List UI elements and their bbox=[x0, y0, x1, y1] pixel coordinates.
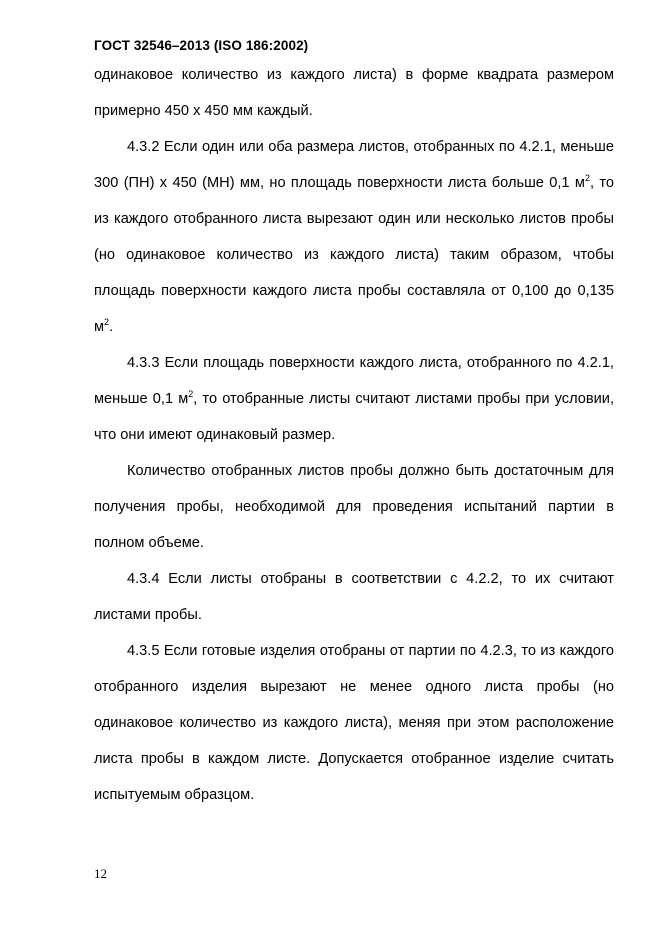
paragraph-4-3-5: 4.3.5 Если готовые изделия отобраны от партии по 4.2.3, то из каждого отобранного изделия вырезают не менее одного листа пробы (но одинаковое количество из каждого листа), меняя при этом расположение листа пробы в каждом листе. Допускается отобранное изделие считать испытуемым образцом. bbox=[94, 643, 614, 803]
document-header: ГОСТ 32546–2013 (ISO 186:2002) bbox=[94, 38, 309, 53]
paragraph-continuation: одинаковое количество из каждого листа) в форме квадрата размером примерно 450 х 450 мм каждый. bbox=[94, 67, 614, 119]
paragraph-4-3-3 bbox=[94, 345, 614, 453]
page-number: 12 bbox=[94, 866, 107, 881]
paragraph-quantity: Количество отобранных листов пробы должно быть достаточным для получения пробы, необходимой для проведения испытаний партии в полном объеме. bbox=[94, 463, 614, 551]
paragraph-text: 4.3.2 Если один или оба размера листов, отобранных по 4.2.1, меньше 300 (ПН) х 450 (МН) мм, но площадь поверхности листа больше 0,1 м bbox=[94, 139, 614, 191]
paragraph-text: 4.3.3 Если площадь поверхности каждого листа, отобранного по 4.2.1, меньше 0,1 м bbox=[94, 355, 614, 407]
paragraph-text: , то из каждого отобранного листа вырезают один или несколько листов пробы (но одинаковое количество из каждого листа) таким образом, чтобы площадь поверхности каждого листа пробы составляла от 0,100 до 0,135 м bbox=[94, 175, 614, 335]
document-body bbox=[94, 57, 614, 813]
superscript: 2 bbox=[104, 317, 110, 327]
paragraph-4-3-4: 4.3.4 Если листы отобраны в соответствии с 4.2.2, то их считают листами пробы. bbox=[94, 571, 614, 623]
paragraph-text: , то отобранные листы считают листами пробы при условии, что они имеют одинаковый размер. bbox=[94, 391, 614, 443]
superscript: 2 bbox=[188, 389, 194, 399]
superscript: 2 bbox=[584, 173, 590, 183]
paragraph-text: . bbox=[109, 319, 114, 335]
paragraph-4-3-2 bbox=[94, 129, 614, 345]
